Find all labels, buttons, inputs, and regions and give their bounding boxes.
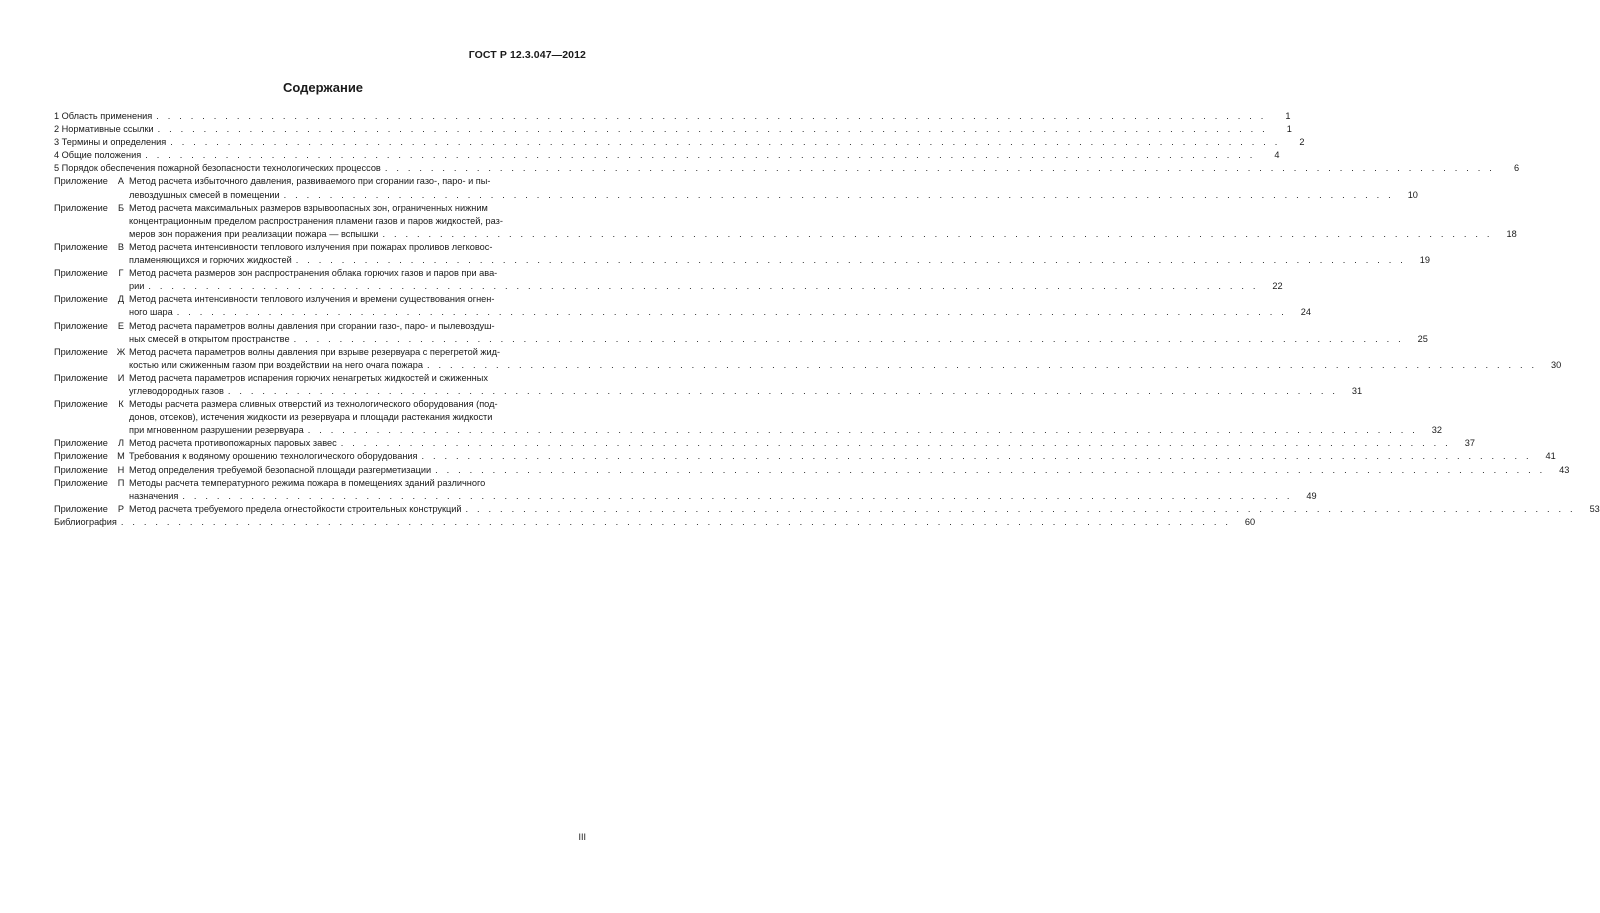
entry-body	[129, 503, 1600, 516]
entry-page-number: 41	[1545, 451, 1556, 462]
entry-text-line: Метод расчета размеров зон распространения облака горючих газов и паров при ава-	[129, 268, 498, 279]
entry-title: 1 Область применения	[54, 111, 153, 121]
dot-leader: . . . . . . . . . . . . . . . . . . . . . . . . . . . . . . . . . . . . . . . . . . . . . . . . . . . . . . . . . . . . . . . . . . . . . . . . . . . . . . . . . . . . . . . . . . . . . . . . .	[148, 281, 1259, 292]
appendix-word: Приложение	[54, 464, 108, 475]
entry-body	[129, 450, 1556, 463]
toc-entry[interactable]	[54, 123, 1292, 136]
entry-page-number: 22	[1272, 281, 1283, 292]
dot-leader: . . . . . . . . . . . . . . . . . . . . . . . . . . . . . . . . . . . . . . . . . . . . . . . . . . . . . . . . . . . . . . . . . . . . . . . . . . . . . . . . . . . . . . . . . . . . . . . . .	[176, 307, 1287, 318]
appendix-letter: Д	[117, 294, 125, 305]
entry-last-line	[129, 254, 1430, 267]
appendix-letter: Н	[117, 464, 125, 475]
entry-body	[129, 320, 1428, 346]
toc-entry[interactable]	[54, 175, 1418, 201]
entry-text-line: Метод расчета параметров волны давления при сгорании газо-, паро- и пылевоздуш-	[129, 320, 495, 331]
appendix-letter: Л	[117, 438, 125, 449]
entry-page-number: 31	[1351, 385, 1363, 396]
toc-entry[interactable]	[54, 241, 1430, 267]
entry-title: Библиография	[54, 516, 117, 527]
toc-entry[interactable]	[54, 464, 1570, 477]
entry-page-number: 19	[1419, 255, 1430, 266]
entry-last-line	[129, 503, 1600, 516]
entry-page-number: 32	[1431, 425, 1443, 436]
appendix-word: Приложение	[54, 372, 108, 383]
appendix-word: Приложение	[54, 477, 108, 488]
entry-page-number: 37	[1464, 438, 1475, 449]
toc-entry[interactable]	[54, 202, 1517, 241]
entry-body	[129, 346, 1562, 372]
appendix-prefix	[54, 202, 129, 241]
toc-entry[interactable]	[54, 372, 1363, 398]
entry-text-line: концентрационным пределом распространения пламени газов и паров жидкостей, раз-	[129, 215, 503, 226]
appendix-letter: Р	[117, 503, 125, 514]
appendix-word: Приложение	[54, 399, 108, 410]
entry-body	[129, 372, 1363, 398]
entry-page-number: 2	[1299, 137, 1305, 148]
entry-body	[54, 149, 1280, 162]
entry-body	[129, 267, 1283, 293]
appendix-letter: Б	[117, 202, 125, 213]
entry-title: Требования к водяному орошению технологического оборудования	[129, 451, 418, 462]
appendix-letter: К	[118, 399, 124, 410]
appendix-letter: А	[117, 176, 125, 187]
appendix-prefix	[54, 346, 129, 372]
entry-page-number: 18	[1506, 228, 1517, 239]
entry-last-line	[54, 136, 1305, 149]
entry-title: Метод расчета требуемого предела огнестойкости строительных конструкций	[129, 503, 462, 514]
entry-last-line	[54, 149, 1280, 162]
appendix-prefix	[54, 175, 129, 201]
entry-page-number: 43	[1559, 464, 1570, 475]
entry-text-line: Метод расчета параметров испарения горючих ненагретых жидкостей и сжиженных	[129, 372, 488, 383]
entry-last-line	[54, 516, 1256, 529]
toc-entry[interactable]	[54, 110, 1291, 123]
entry-last-line	[129, 385, 1363, 398]
dot-leader: . . . . . . . . . . . . . . . . . . . . . . . . . . . . . . . . . . . . . . . . . . . . . . . . . . . . . . . . . . . . . . . . . . . . . . . . . . . . . . . . . . . . . . . . . . . . . . . . .	[427, 359, 1538, 370]
appendix-letter: Е	[117, 320, 125, 331]
dot-leader: . . . . . . . . . . . . . . . . . . . . . . . . . . . . . . . . . . . . . . . . . . . . . . . . . . . . . . . . . . . . . . . . . . . . . . . . . . . . . . . . . . . . . . . . . . . . . . . . .	[145, 150, 1256, 161]
entry-text-line: Метод расчета избыточного давления, развиваемого при сгорании газо-, паро- и пы-	[129, 176, 491, 187]
entry-last-line	[129, 490, 1317, 503]
entry-body	[129, 202, 1517, 241]
entry-text-line: Методы расчета температурного режима пожара в помещениях зданий различного	[129, 477, 486, 488]
entry-page-number: 60	[1244, 516, 1256, 527]
entry-last-line	[54, 162, 1520, 175]
appendix-word: Приложение	[54, 503, 108, 514]
entry-last-line	[129, 280, 1283, 293]
entry-text-line: Метод расчета параметров волны давления при взрыве резервуара с перегретой жид-	[129, 346, 501, 357]
appendix-prefix	[54, 398, 129, 437]
dot-leader: . . . . . . . . . . . . . . . . . . . . . . . . . . . . . . . . . . . . . . . . . . . . . . . . . . . . . . . . . . . . . . . . . . . . . . . . . . . . . . . . . . . . . . . . . . . . . . . . .	[307, 425, 1419, 436]
appendix-letter: Ж	[116, 346, 126, 357]
entry-page-number: 49	[1306, 490, 1317, 501]
entry-title: Метод расчета противопожарных паровых завес	[129, 438, 337, 449]
toc-entry[interactable]	[54, 477, 1317, 503]
appendix-letter: М	[117, 451, 125, 462]
dot-leader: . . . . . . . . . . . . . . . . . . . . . . . . . . . . . . . . . . . . . . . . . . . . . . . . . . . . . . . . . . . . . . . . . . . . . . . . . . . . . . . . . . . . . . . . . . . . . . . . .	[293, 333, 1404, 344]
dot-leader: . . . . . . . . . . . . . . . . . . . . . . . . . . . . . . . . . . . . . . . . . . . . . . . . . . . . . . . . . . . . . . . . . . . . . . . . . . . . . . . . . . . . . . . . . . . . . . . . .	[340, 438, 1451, 449]
entry-body	[129, 437, 1475, 450]
entry-title: рии	[129, 281, 145, 292]
dot-leader: . . . . . . . . . . . . . . . . . . . . . . . . . . . . . . . . . . . . . . . . . . . . . . . . . . . . . . . . . . . . . . . . . . . . . . . . . . . . . . . . . . . . . . . . . . . . . . . . .	[182, 490, 1293, 501]
entry-body	[129, 464, 1570, 477]
entry-title: углеводородных газов	[129, 385, 224, 396]
appendix-word: Приложение	[54, 176, 108, 187]
entry-title: ного шара	[129, 307, 173, 318]
toc-entry[interactable]	[54, 346, 1562, 372]
appendix-prefix	[54, 450, 129, 463]
appendix-letter: В	[117, 241, 125, 252]
dot-leader: . . . . . . . . . . . . . . . . . . . . . . . . . . . . . . . . . . . . . . . . . . . . . . . . . . . . . . . . . . . . . . . . . . . . . . . . . . . . . . . . . . . . . . . . . . . . . . . . .	[465, 503, 1576, 514]
entry-title: костью или сжиженным газом при воздействии на него очага пожара	[129, 359, 424, 370]
appendix-prefix	[54, 503, 129, 516]
dot-leader: . . . . . . . . . . . . . . . . . . . . . . . . . . . . . . . . . . . . . . . . . . . . . . . . . . . . . . . . . . . . . . . . . . . . . . . . . . . . . . . . . . . . . . . . . . . . . . . . .	[227, 385, 1339, 396]
entry-title: при мгновенном разрушении резервуара	[129, 425, 304, 436]
appendix-word: Приложение	[54, 320, 108, 331]
entry-last-line	[129, 228, 1517, 241]
dot-leader: . . . . . . . . . . . . . . . . . . . . . . . . . . . . . . . . . . . . . . . . . . . . . . . . . . . . . . . . . . . . . . . . . . . . . . . . . . . . . . . . . . . . . . . . . . . . . . . . .	[421, 451, 1532, 462]
entry-text-line: Метод расчета интенсивности теплового излучения при пожарах проливов легковос-	[129, 241, 493, 252]
entry-body	[129, 398, 1443, 437]
entry-page-number: 1	[1286, 124, 1292, 135]
entry-title: левоздушных смесей в помещении	[129, 189, 280, 200]
entry-title: пламеняющихся и горючих жидкостей	[129, 255, 292, 266]
dot-leader: . . . . . . . . . . . . . . . . . . . . . . . . . . . . . . . . . . . . . . . . . . . . . . . . . . . . . . . . . . . . . . . . . . . . . . . . . . . . . . . . . . . . . . . . . . . . . . . . .	[156, 111, 1267, 121]
toc-entry[interactable]	[54, 516, 1256, 529]
appendix-prefix	[54, 372, 129, 398]
toc-entry[interactable]	[54, 437, 1475, 450]
document-code: ГОСТ Р 12.3.047—2012	[468, 49, 586, 61]
toc-entry[interactable]	[54, 149, 1280, 162]
appendix-word: Приложение	[54, 202, 108, 213]
entry-text-line: Метод расчета максимальных размеров взрывоопасных зон, ограниченных нижним	[129, 202, 488, 213]
appendix-prefix	[54, 267, 129, 293]
dot-leader: . . . . . . . . . . . . . . . . . . . . . . . . . . . . . . . . . . . . . . . . . . . . . . . . . . . . . . . . . . . . . . . . . . . . . . . . . . . . . . . . . . . . . . . . . . . . . . . . .	[295, 255, 1406, 266]
toc-entry[interactable]	[54, 162, 1520, 175]
appendix-letter: П	[117, 477, 125, 488]
appendix-word: Приложение	[54, 241, 108, 252]
toc-entry[interactable]	[54, 398, 1443, 437]
entry-title: меров зон поражения при реализации пожара — вспышки	[129, 228, 379, 239]
dot-leader: . . . . . . . . . . . . . . . . . . . . . . . . . . . . . . . . . . . . . . . . . . . . . . . . . . . . . . . . . . . . . . . . . . . . . . . . . . . . . . . . . . . . . . . . . . . . . . . . .	[283, 189, 1394, 200]
appendix-letter: И	[117, 372, 125, 383]
entry-title: назначения	[129, 490, 179, 501]
dot-leader: . . . . . . . . . . . . . . . . . . . . . . . . . . . . . . . . . . . . . . . . . . . . . . . . . . . . . . . . . . . . . . . . . . . . . . . . . . . . . . . . . . . . . . . . . . . . . . . . .	[170, 137, 1281, 148]
appendix-word: Приложение	[54, 451, 108, 462]
entry-body	[54, 136, 1305, 149]
entry-title: 4 Общие положения	[54, 150, 142, 161]
page-number: III	[578, 832, 586, 842]
appendix-letter: Г	[118, 268, 124, 279]
entry-body	[129, 477, 1317, 503]
entry-body	[54, 162, 1520, 175]
entry-title: ных смесей в открытом пространстве	[129, 333, 290, 344]
appendix-prefix	[54, 320, 129, 346]
entry-page-number: 53	[1589, 503, 1600, 514]
dot-leader: . . . . . . . . . . . . . . . . . . . . . . . . . . . . . . . . . . . . . . . . . . . . . . . . . . . . . . . . . . . . . . . . . . . . . . . . . . . . . . . . . . . . . . . . . . . . . . . . .	[120, 516, 1232, 527]
toc-entry[interactable]	[54, 320, 1428, 346]
dot-leader: . . . . . . . . . . . . . . . . . . . . . . . . . . . . . . . . . . . . . . . . . . . . . . . . . . . . . . . . . . . . . . . . . . . . . . . . . . . . . . . . . . . . . . . . . . . . . . . . .	[382, 228, 1493, 239]
appendix-word: Приложение	[54, 268, 108, 279]
entry-last-line	[54, 110, 1291, 123]
toc-title: Содержание	[282, 80, 364, 95]
appendix-prefix	[54, 464, 129, 477]
entry-page-number: 30	[1551, 359, 1562, 370]
appendix-word: Приложение	[54, 438, 108, 449]
entry-page-number: 4	[1274, 150, 1280, 161]
entry-last-line	[129, 359, 1562, 372]
entry-last-line	[129, 333, 1428, 346]
entry-body	[129, 241, 1430, 267]
entry-last-line	[129, 424, 1443, 437]
toc-entry[interactable]	[54, 293, 1311, 319]
dot-leader: . . . . . . . . . . . . . . . . . . . . . . . . . . . . . . . . . . . . . . . . . . . . . . . . . . . . . . . . . . . . . . . . . . . . . . . . . . . . . . . . . . . . . . . . . . . . . . . . .	[384, 163, 1496, 174]
appendix-word: Приложение	[54, 346, 108, 357]
dot-leader: . . . . . . . . . . . . . . . . . . . . . . . . . . . . . . . . . . . . . . . . . . . . . . . . . . . . . . . . . . . . . . . . . . . . . . . . . . . . . . . . . . . . . . . . . . . . . . . . .	[435, 464, 1546, 475]
entry-page-number: 24	[1300, 307, 1311, 318]
entry-body	[54, 110, 1291, 123]
entry-text-line: Методы расчета размера сливных отверстий из технологического оборудования (под-	[129, 399, 498, 410]
entry-body	[129, 293, 1311, 319]
toc-entry[interactable]	[54, 450, 1556, 463]
toc-entry[interactable]	[54, 267, 1283, 293]
entry-last-line	[129, 189, 1418, 202]
appendix-prefix	[54, 293, 129, 319]
appendix-prefix	[54, 477, 129, 503]
table-of-contents	[54, 110, 1600, 529]
entry-title: 2 Нормативные ссылки	[54, 124, 154, 135]
entry-last-line	[129, 464, 1570, 477]
entry-title: Метод определения требуемой безопасной площади разгерметизации	[129, 464, 432, 475]
entry-text-line: донов, отсеков), истечения жидкости из резервуара и площади растекания жидкости	[129, 412, 493, 423]
entry-page-number: 10	[1407, 189, 1418, 200]
entry-body	[54, 123, 1292, 136]
entry-last-line	[129, 306, 1311, 319]
entry-body	[54, 516, 1256, 529]
entry-body	[129, 175, 1418, 201]
entry-last-line	[129, 450, 1556, 463]
entry-title: 3 Термины и определения	[54, 137, 167, 148]
entry-page-number: 1	[1285, 111, 1291, 121]
appendix-prefix	[54, 437, 129, 450]
entry-page-number: 25	[1417, 333, 1428, 344]
toc-entry[interactable]	[54, 136, 1305, 149]
entry-title: 5 Порядок обеспечения пожарной безопасности технологических процессов	[54, 163, 381, 174]
entry-page-number: 6	[1513, 163, 1520, 174]
appendix-prefix	[54, 241, 129, 267]
appendix-word: Приложение	[54, 294, 108, 305]
entry-last-line	[54, 123, 1292, 136]
entry-text-line: Метод расчета интенсивности теплового излучения и времени существования огнен-	[129, 294, 495, 305]
entry-last-line	[129, 437, 1475, 450]
toc-entry[interactable]	[54, 503, 1600, 516]
dot-leader: . . . . . . . . . . . . . . . . . . . . . . . . . . . . . . . . . . . . . . . . . . . . . . . . . . . . . . . . . . . . . . . . . . . . . . . . . . . . . . . . . . . . . . . . . . . . . . . . .	[157, 124, 1268, 135]
